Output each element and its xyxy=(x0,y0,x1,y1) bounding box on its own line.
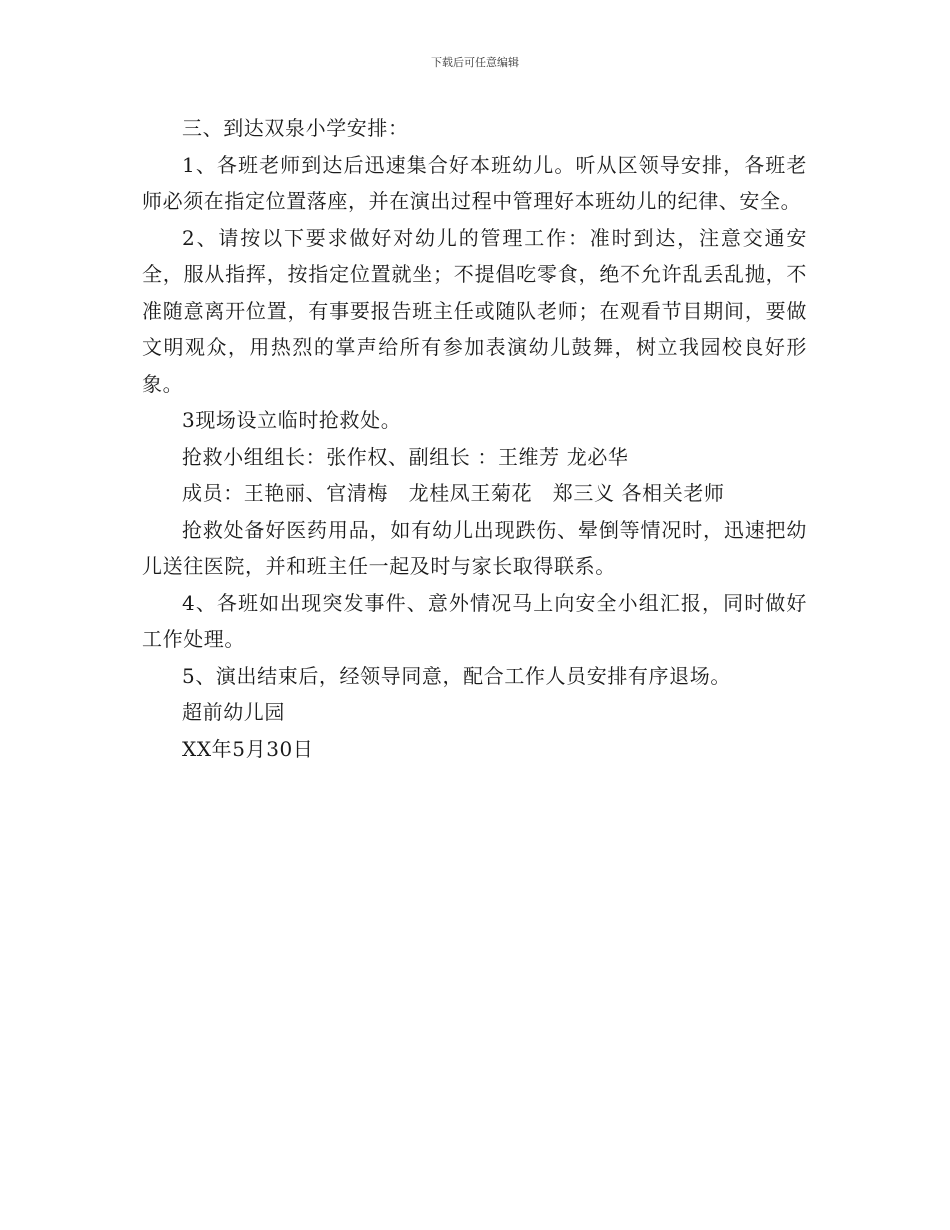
rescue-team-members: 成员：王艳丽、官清梅 龙桂凤王菊花 郑三义 各相关老师 xyxy=(182,481,725,505)
paragraph-item-4: 4、各班如出现突发事件、意外情况马上向安全小组汇报，同时做好工作处理。 xyxy=(142,590,807,651)
rescue-team-leaders: 抢救小组组长：张作权、副组长 ：王维芳 龙必华 xyxy=(182,444,629,469)
section-heading: 三、到达双泉小学安排： xyxy=(182,116,409,140)
document-body xyxy=(142,110,807,767)
paragraph-item-5: 5、演出结束后，经领导同意，配合工作人员安排有序退场。 xyxy=(182,663,731,688)
paragraph-item-1: 1、各班老师到达后迅速集合好本班幼儿。听从区领导安排，各班老师必须在指定位置落座，并在演出过程中管理好本班幼儿的纪律、安全。 xyxy=(142,152,807,213)
rescue-procedure: 抢救处备好医药用品，如有幼儿出现跌伤、晕倒等情况时，迅速把幼儿送往医院，并和班主任一起及时与家长取得联系。 xyxy=(142,517,807,578)
paragraph-item-2: 2、请按以下要求做好对幼儿的管理工作：准时到达，注意交通安全，服从指挥，按指定位置就坐；不提倡吃零食，绝不允许乱丢乱抛，不准随意离开位置，有事要报告班主任或随队老师；在观看节目期间，要做文明观众，用热烈的掌声给所有参加表演幼儿鼓舞，树立我园校良好形象。 xyxy=(142,225,807,396)
signature-organization: 超前幼儿园 xyxy=(182,700,285,724)
signature-date: XX年5月30日 xyxy=(182,736,314,761)
paragraph-item-3: 3现场设立临时抢救处。 xyxy=(182,408,402,432)
header-note: 下载后可任意编辑 xyxy=(431,56,519,69)
